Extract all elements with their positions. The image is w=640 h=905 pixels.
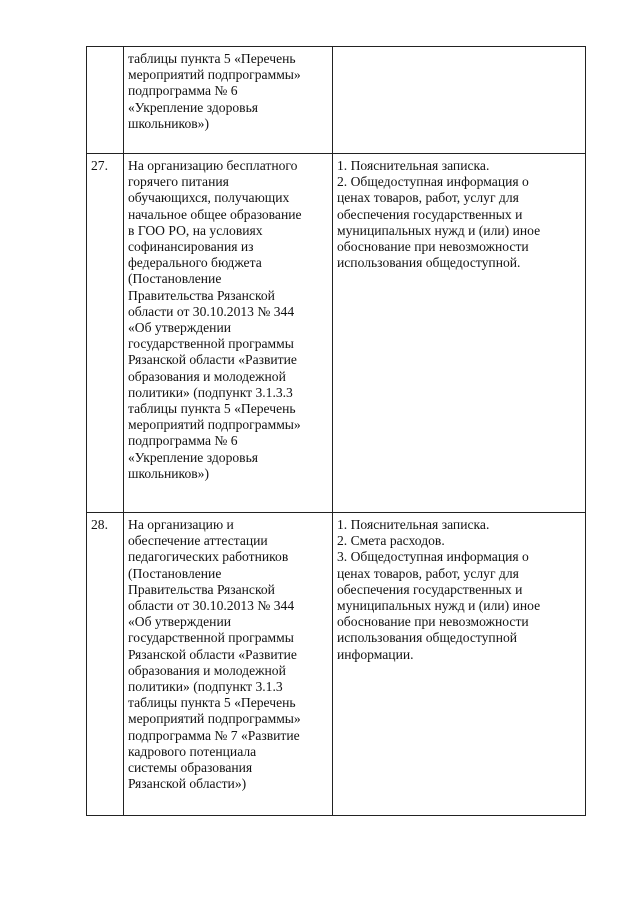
text-line: в ГОО РО, на условиях (128, 222, 263, 238)
text-line: Правительства Рязанской (128, 581, 275, 597)
text-line: мероприятий подпрограммы» (128, 711, 301, 727)
required-documents-cell (333, 154, 586, 513)
text-line: 2. Общедоступная информация о (337, 174, 529, 190)
measure-description-cell (124, 513, 333, 816)
text-line: кадрового потенциала (128, 743, 257, 759)
text-line: государственной программы (128, 336, 294, 352)
text-line: подпрограмма № 6 (128, 83, 238, 99)
table-row-continued (87, 47, 586, 154)
table-row-28 (87, 513, 586, 816)
text-line: ценах товаров, работ, услуг для (337, 190, 519, 206)
text-line: информации. (337, 646, 414, 662)
text-line: обеспечения государственных и (337, 206, 523, 222)
row-number-cell: 28. (87, 513, 124, 816)
measure-description-cell (124, 154, 333, 513)
text-line: государственной программы (128, 630, 294, 646)
text-line: обеспечения государственных и (337, 581, 523, 597)
text-line: педагогических работников (128, 549, 289, 565)
text-line: начальное общее образование (128, 206, 302, 222)
text-line: образования и молодежной (128, 368, 286, 384)
text-line: На организацию бесплатного (128, 158, 298, 173)
text-line: подпрограмма № 6 (128, 433, 238, 449)
text-line: софинансирования из (128, 239, 254, 255)
text-line: обучающихся, получающих (128, 190, 290, 206)
text-line: таблицы пункта 5 «Перечень (128, 695, 296, 711)
text-line: области от 30.10.2013 № 344 (128, 598, 295, 614)
text-line: муниципальных нужд и (или) иное (337, 222, 541, 238)
text-line: Правительства Рязанской (128, 287, 275, 303)
text-line: «Укрепление здоровья (128, 449, 259, 465)
required-documents-cell (333, 513, 586, 816)
text-line: использования общедоступной. (337, 255, 521, 271)
text-line: 1. Пояснительная записка. (337, 517, 490, 532)
text-line: политики» (подпункт 3.1.3 (128, 679, 283, 695)
text-line: школьников») (128, 465, 209, 481)
text-line: 3. Общедоступная информация о (337, 549, 529, 565)
text-line: 2. Смета расходов. (337, 533, 445, 549)
text-line: (Постановление (128, 271, 222, 287)
required-documents-cell (333, 47, 586, 154)
text-line: обоснование при невозможности (337, 239, 529, 255)
text-line: обеспечение аттестации (128, 533, 268, 549)
text-line: муниципальных нужд и (или) иное (337, 598, 541, 614)
text-line: подпрограмма № 7 «Развитие (128, 727, 300, 743)
text-line: «Укрепление здоровья (128, 99, 259, 115)
text-line: школьников») (128, 115, 209, 131)
text-line: Рязанской области «Развитие (128, 646, 297, 662)
text-line: «Об утверждении (128, 320, 232, 336)
text-line: политики» (подпункт 3.1.3.3 (128, 384, 293, 400)
measures-table (86, 46, 586, 816)
row-number-cell (87, 47, 124, 154)
text-line: На организацию и (128, 517, 234, 532)
text-line: таблицы пункта 5 «Перечень (128, 51, 296, 66)
row-number-cell: 27. (87, 154, 124, 513)
text-line: (Постановление (128, 565, 222, 581)
text-line: ценах товаров, работ, услуг для (337, 565, 519, 581)
text-line: образования и молодежной (128, 662, 286, 678)
text-line: мероприятий подпрограммы» (128, 67, 301, 83)
text-line: горячего питания (128, 174, 229, 190)
text-line: использования общедоступной (337, 630, 518, 646)
text-line: мероприятий подпрограммы» (128, 417, 301, 433)
text-line: области от 30.10.2013 № 344 (128, 303, 295, 319)
text-line: 1. Пояснительная записка. (337, 158, 490, 173)
measure-description-cell (124, 47, 333, 154)
text-line: федерального бюджета (128, 255, 262, 271)
text-line: Рязанской области») (128, 776, 247, 792)
text-line: системы образования (128, 760, 253, 776)
text-line: Рязанской области «Развитие (128, 352, 297, 368)
table-row-27 (87, 154, 586, 513)
text-line: «Об утверждении (128, 614, 232, 630)
text-line: обоснование при невозможности (337, 614, 529, 630)
text-line: таблицы пункта 5 «Перечень (128, 401, 296, 417)
